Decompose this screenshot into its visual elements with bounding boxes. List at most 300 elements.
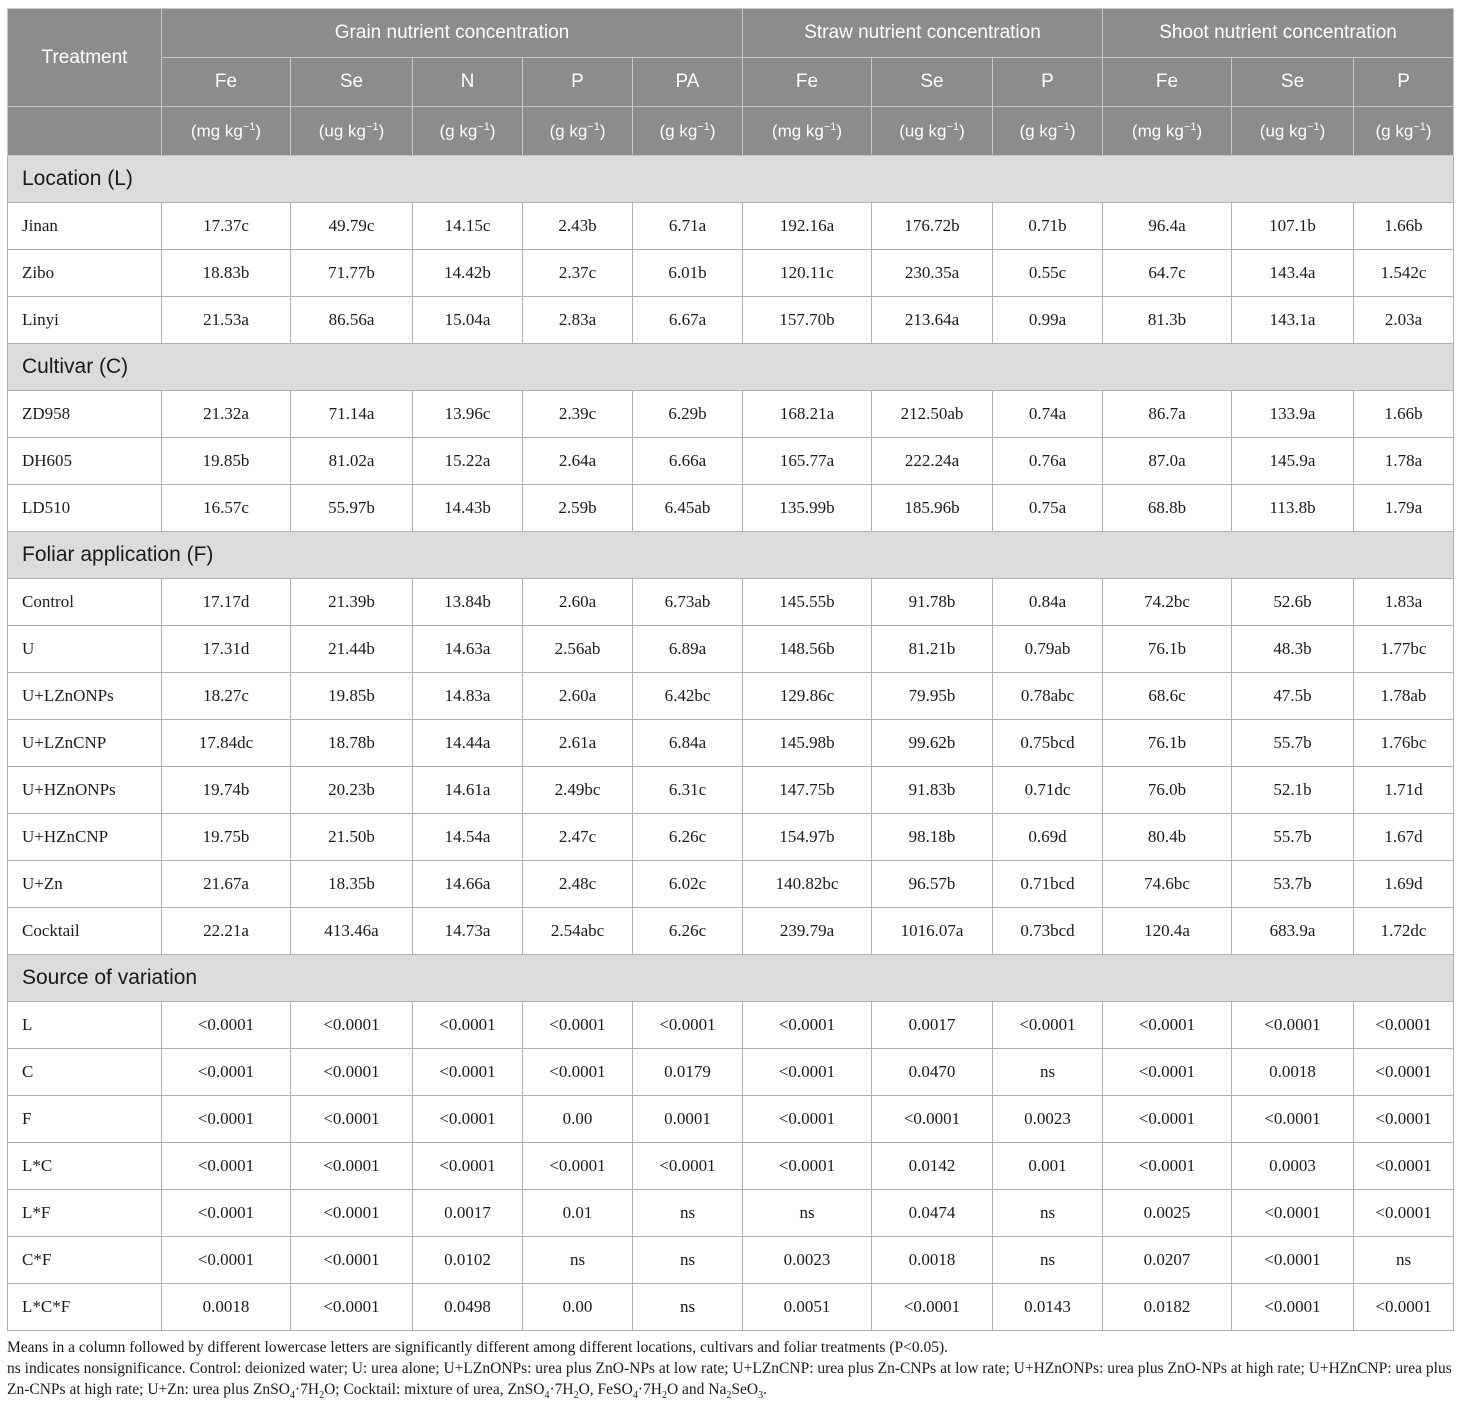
table-row	[8, 1096, 1454, 1143]
section-title: Location (L)	[8, 156, 1454, 203]
table-cell: 52.6b	[1232, 579, 1354, 626]
table-cell: 14.63a	[413, 626, 523, 673]
table-cell: 148.56b	[743, 626, 872, 673]
table-cell: <0.0001	[413, 1143, 523, 1190]
table-cell: <0.0001	[743, 1002, 872, 1049]
table-cell: 0.00	[523, 1096, 633, 1143]
table-cell: 2.39c	[523, 391, 633, 438]
table-cell: 1.83a	[1354, 579, 1454, 626]
row-label: L*C	[8, 1143, 162, 1190]
table-cell: 213.64a	[872, 297, 993, 344]
nutrient-header-row	[8, 58, 1454, 107]
table-cell: 0.74a	[993, 391, 1103, 438]
table-cell: 19.74b	[162, 767, 291, 814]
table-cell: 86.7a	[1103, 391, 1232, 438]
table-cell: 71.14a	[291, 391, 413, 438]
table-row	[8, 861, 1454, 908]
table-cell: 2.61a	[523, 720, 633, 767]
table-cell: 0.00	[523, 1284, 633, 1331]
table-cell: 19.75b	[162, 814, 291, 861]
table-cell: 168.21a	[743, 391, 872, 438]
unit-header: (ug $kg^{-1}$)	[291, 107, 413, 156]
unit-header-row	[8, 107, 1454, 156]
nutrient-header: P	[993, 58, 1103, 107]
table-cell: <0.0001	[413, 1002, 523, 1049]
table-cell: 0.0207	[1103, 1237, 1232, 1284]
table-cell: 157.70b	[743, 297, 872, 344]
table-cell: 135.99b	[743, 485, 872, 532]
table-cell: 49.79c	[291, 203, 413, 250]
table-cell: 0.0017	[413, 1190, 523, 1237]
table-cell: 185.96b	[872, 485, 993, 532]
table-cell: <0.0001	[162, 1096, 291, 1143]
table-cell: <0.0001	[291, 1049, 413, 1096]
nutrient-header: Fe	[162, 58, 291, 107]
table-cell: 0.01	[523, 1190, 633, 1237]
row-label: ZD958	[8, 391, 162, 438]
table-cell: 48.3b	[1232, 626, 1354, 673]
row-label: Linyi	[8, 297, 162, 344]
table-cell: 74.2bc	[1103, 579, 1232, 626]
table-cell: 2.83a	[523, 297, 633, 344]
table-cell: 0.0182	[1103, 1284, 1232, 1331]
table-cell: 6.26c	[633, 814, 743, 861]
table-cell: 6.84a	[633, 720, 743, 767]
shoot-group-header: Shoot nutrient concentration	[1103, 9, 1454, 58]
table-row	[8, 250, 1454, 297]
table-cell: 1.78ab	[1354, 673, 1454, 720]
table-cell: 18.83b	[162, 250, 291, 297]
unit-header: (mg $kg^{-1}$)	[743, 107, 872, 156]
table-cell: 6.29b	[633, 391, 743, 438]
table-cell: 91.83b	[872, 767, 993, 814]
table-cell: 145.55b	[743, 579, 872, 626]
table-header	[8, 9, 1454, 156]
table-cell: 21.67a	[162, 861, 291, 908]
table-cell: <0.0001	[413, 1049, 523, 1096]
row-label: Control	[8, 579, 162, 626]
table-cell: 15.04a	[413, 297, 523, 344]
table-cell: 18.78b	[291, 720, 413, 767]
table-row	[8, 438, 1454, 485]
table-cell: 0.0023	[743, 1237, 872, 1284]
table-cell: 17.31d	[162, 626, 291, 673]
footnote-abbreviations: ns indicates nonsignificance. Control: deionized water; U: urea alone; U+LZnONPs: urea plus ZnO-NPs at low rate; U+LZnCNP: urea plus Zn-CNPs at low rate; U+HZnONPs: urea plus ZnO-NPs at high rate; U+HZnCNP: urea plus Zn-CNPs at high rate; U+Zn: urea plus $ZnSO_4\cdot 7H_2O$; Cocktail: mixture of urea, $ZnSO_4\cdot 7H_2O$, $FeSO_4\cdot 7H_2O$ and $Na_2SeO_3$.	[7, 1360, 1452, 1402]
nutrient-header: Se	[291, 58, 413, 107]
table-cell: <0.0001	[993, 1002, 1103, 1049]
table-cell: 0.0498	[413, 1284, 523, 1331]
nutrient-table	[7, 8, 1454, 1331]
table-row	[8, 1049, 1454, 1096]
table-cell: 1.76bc	[1354, 720, 1454, 767]
table-cell: 2.48c	[523, 861, 633, 908]
table-cell: 2.60a	[523, 579, 633, 626]
table-cell: 80.4b	[1103, 814, 1232, 861]
unit-header: (ug $kg^{-1}$)	[1232, 107, 1354, 156]
table-row	[8, 1237, 1454, 1284]
table-cell: 15.22a	[413, 438, 523, 485]
table-row	[8, 1190, 1454, 1237]
table-cell: 18.27c	[162, 673, 291, 720]
table-cell: 0.0023	[993, 1096, 1103, 1143]
table-cell: 14.61a	[413, 767, 523, 814]
table-cell: 0.71b	[993, 203, 1103, 250]
row-label: F	[8, 1096, 162, 1143]
table-row	[8, 1284, 1454, 1331]
treatment-header: Treatment	[8, 9, 162, 107]
table-cell: 239.79a	[743, 908, 872, 955]
table-cell: <0.0001	[872, 1096, 993, 1143]
table-cell: <0.0001	[291, 1002, 413, 1049]
table-cell: 0.001	[993, 1143, 1103, 1190]
table-cell: 0.75a	[993, 485, 1103, 532]
table-cell: <0.0001	[1103, 1049, 1232, 1096]
grain-group-header: Grain nutrient concentration	[162, 9, 743, 58]
table-cell: 145.98b	[743, 720, 872, 767]
table-cell: <0.0001	[633, 1143, 743, 1190]
table-row	[8, 1143, 1454, 1190]
table-cell: 17.17d	[162, 579, 291, 626]
unit-header: (g $kg^{-1}$)	[993, 107, 1103, 156]
row-label: C*F	[8, 1237, 162, 1284]
table-cell: <0.0001	[162, 1049, 291, 1096]
straw-group-header: Straw nutrient concentration	[743, 9, 1103, 58]
table-row	[8, 767, 1454, 814]
unit-header: (g $kg^{-1}$)	[633, 107, 743, 156]
nutrient-header: P	[1354, 58, 1454, 107]
nutrient-header: Fe	[743, 58, 872, 107]
table-cell: 18.35b	[291, 861, 413, 908]
table-cell: 0.0018	[1232, 1049, 1354, 1096]
table-cell: 79.95b	[872, 673, 993, 720]
table-cell: <0.0001	[162, 1190, 291, 1237]
table-cell: 2.47c	[523, 814, 633, 861]
table-cell: ns	[743, 1190, 872, 1237]
table-cell: <0.0001	[162, 1143, 291, 1190]
table-cell: 1.66b	[1354, 203, 1454, 250]
table-cell: 91.78b	[872, 579, 993, 626]
table-cell: 21.50b	[291, 814, 413, 861]
table-cell: 1016.07a	[872, 908, 993, 955]
unit-header: (mg $kg^{-1}$)	[1103, 107, 1232, 156]
table-cell: 133.9a	[1232, 391, 1354, 438]
table-cell: 222.24a	[872, 438, 993, 485]
table-cell: 6.45ab	[633, 485, 743, 532]
table-cell: 74.6bc	[1103, 861, 1232, 908]
table-cell: 6.66a	[633, 438, 743, 485]
table-cell: <0.0001	[523, 1002, 633, 1049]
table-cell: <0.0001	[1232, 1190, 1354, 1237]
nutrient-header: N	[413, 58, 523, 107]
table-cell: <0.0001	[291, 1237, 413, 1284]
table-cell: 1.77bc	[1354, 626, 1454, 673]
table-cell: ns	[633, 1237, 743, 1284]
table-cell: <0.0001	[1232, 1002, 1354, 1049]
table-cell: 0.0018	[162, 1284, 291, 1331]
table-cell: 120.11c	[743, 250, 872, 297]
table-cell: ns	[633, 1284, 743, 1331]
table-cell: <0.0001	[1354, 1284, 1454, 1331]
table-cell: <0.0001	[291, 1143, 413, 1190]
table-row	[8, 579, 1454, 626]
table-cell: 55.7b	[1232, 720, 1354, 767]
table-cell: 140.82bc	[743, 861, 872, 908]
table-cell: 0.79ab	[993, 626, 1103, 673]
table-cell: 0.84a	[993, 579, 1103, 626]
section-header-row	[8, 156, 1454, 203]
table-cell: <0.0001	[1232, 1096, 1354, 1143]
table-cell: 0.0102	[413, 1237, 523, 1284]
table-body	[8, 156, 1454, 1331]
table-row	[8, 203, 1454, 250]
nutrient-header: P	[523, 58, 633, 107]
table-cell: 683.9a	[1232, 908, 1354, 955]
table-cell: ns	[993, 1049, 1103, 1096]
table-cell: <0.0001	[743, 1049, 872, 1096]
table-cell: 21.53a	[162, 297, 291, 344]
table-cell: 13.84b	[413, 579, 523, 626]
table-cell: 2.43b	[523, 203, 633, 250]
unit-header: (g $kg^{-1}$)	[1354, 107, 1454, 156]
section-header-row	[8, 955, 1454, 1002]
table-cell: 1.542c	[1354, 250, 1454, 297]
table-cell: 107.1b	[1232, 203, 1354, 250]
table-cell: 0.0474	[872, 1190, 993, 1237]
row-label: DH605	[8, 438, 162, 485]
table-cell: 1.69d	[1354, 861, 1454, 908]
table-cell: <0.0001	[162, 1002, 291, 1049]
table-cell: 2.54abc	[523, 908, 633, 955]
table-cell: 81.02a	[291, 438, 413, 485]
table-cell: 0.0142	[872, 1143, 993, 1190]
table-cell: ns	[633, 1190, 743, 1237]
table-footnotes	[7, 1337, 1453, 1400]
table-cell: <0.0001	[633, 1002, 743, 1049]
row-label: U+HZnCNP	[8, 814, 162, 861]
table-cell: 71.77b	[291, 250, 413, 297]
table-cell: <0.0001	[1103, 1002, 1232, 1049]
table-cell: <0.0001	[743, 1096, 872, 1143]
table-row	[8, 673, 1454, 720]
table-cell: 147.75b	[743, 767, 872, 814]
table-row	[8, 626, 1454, 673]
table-cell: 1.72dc	[1354, 908, 1454, 955]
table-cell: 6.71a	[633, 203, 743, 250]
nutrient-header: Fe	[1103, 58, 1232, 107]
table-cell: 21.44b	[291, 626, 413, 673]
table-cell: 14.66a	[413, 861, 523, 908]
table-cell: 17.84dc	[162, 720, 291, 767]
table-cell: 20.23b	[291, 767, 413, 814]
table-cell: 0.0017	[872, 1002, 993, 1049]
table-cell: 0.0001	[633, 1096, 743, 1143]
table-cell: 98.18b	[872, 814, 993, 861]
table-cell: 68.8b	[1103, 485, 1232, 532]
table-cell: 47.5b	[1232, 673, 1354, 720]
table-cell: ns	[1354, 1237, 1454, 1284]
table-cell: 6.02c	[633, 861, 743, 908]
row-label: L*C*F	[8, 1284, 162, 1331]
table-cell: 64.7c	[1103, 250, 1232, 297]
table-cell: 0.0025	[1103, 1190, 1232, 1237]
row-label: C	[8, 1049, 162, 1096]
footnote-significance: Means in a column followed by different lowercase letters are significantly different among different locations, cultivars and foliar treatments (P<0.05).	[7, 1339, 949, 1356]
table-cell: 6.73ab	[633, 579, 743, 626]
table-cell: 21.39b	[291, 579, 413, 626]
table-cell: 96.57b	[872, 861, 993, 908]
table-cell: 76.1b	[1103, 626, 1232, 673]
table-cell: 22.21a	[162, 908, 291, 955]
table-cell: 0.99a	[993, 297, 1103, 344]
table-cell: 0.55c	[993, 250, 1103, 297]
table-cell: <0.0001	[291, 1190, 413, 1237]
table-cell: 0.0470	[872, 1049, 993, 1096]
table-cell: 53.7b	[1232, 861, 1354, 908]
table-cell: 0.0051	[743, 1284, 872, 1331]
table-cell: 14.44a	[413, 720, 523, 767]
table-cell: 0.69d	[993, 814, 1103, 861]
section-title: Foliar application (F)	[8, 532, 1454, 579]
nutrient-header: Se	[872, 58, 993, 107]
table-cell: 21.32a	[162, 391, 291, 438]
table-cell: <0.0001	[291, 1096, 413, 1143]
table-cell: 2.60a	[523, 673, 633, 720]
table-cell: <0.0001	[1354, 1190, 1454, 1237]
table-cell: 2.37c	[523, 250, 633, 297]
table-cell: 16.57c	[162, 485, 291, 532]
table-cell: 14.83a	[413, 673, 523, 720]
table-cell: 6.31c	[633, 767, 743, 814]
table-cell: ns	[993, 1190, 1103, 1237]
table-cell: 2.59b	[523, 485, 633, 532]
table-cell: 145.9a	[1232, 438, 1354, 485]
table-container	[7, 8, 1453, 1400]
table-cell: 14.54a	[413, 814, 523, 861]
table-row	[8, 908, 1454, 955]
table-cell: 76.1b	[1103, 720, 1232, 767]
table-cell: 143.4a	[1232, 250, 1354, 297]
table-cell: 19.85b	[162, 438, 291, 485]
table-cell: 0.78abc	[993, 673, 1103, 720]
table-cell: 6.67a	[633, 297, 743, 344]
table-cell: 0.0179	[633, 1049, 743, 1096]
row-label: Zibo	[8, 250, 162, 297]
section-title: Source of variation	[8, 955, 1454, 1002]
table-cell: 2.03a	[1354, 297, 1454, 344]
table-cell: <0.0001	[413, 1096, 523, 1143]
row-label: Jinan	[8, 203, 162, 250]
table-cell: 68.6c	[1103, 673, 1232, 720]
table-cell: 413.46a	[291, 908, 413, 955]
table-row	[8, 485, 1454, 532]
section-header-row	[8, 344, 1454, 391]
table-cell: 99.62b	[872, 720, 993, 767]
table-cell: <0.0001	[1232, 1237, 1354, 1284]
table-cell: 129.86c	[743, 673, 872, 720]
row-label: L	[8, 1002, 162, 1049]
table-cell: 2.56ab	[523, 626, 633, 673]
table-cell: <0.0001	[1103, 1143, 1232, 1190]
table-cell: 81.21b	[872, 626, 993, 673]
row-label: U+LZnONPs	[8, 673, 162, 720]
row-label: Cocktail	[8, 908, 162, 955]
section-header-row	[8, 532, 1454, 579]
table-row	[8, 720, 1454, 767]
unit-header: (g $kg^{-1}$)	[413, 107, 523, 156]
table-cell: 1.66b	[1354, 391, 1454, 438]
table-row	[8, 297, 1454, 344]
unit-header-blank	[8, 107, 162, 156]
table-cell: 212.50ab	[872, 391, 993, 438]
table-cell: <0.0001	[523, 1143, 633, 1190]
table-cell: 120.4a	[1103, 908, 1232, 955]
table-cell: 14.15c	[413, 203, 523, 250]
table-cell: 6.01b	[633, 250, 743, 297]
table-cell: 14.73a	[413, 908, 523, 955]
unit-header: (ug $kg^{-1}$)	[872, 107, 993, 156]
table-cell: 0.73bcd	[993, 908, 1103, 955]
table-cell: <0.0001	[162, 1237, 291, 1284]
table-cell: 0.75bcd	[993, 720, 1103, 767]
table-cell: 6.89a	[633, 626, 743, 673]
table-cell: 0.71dc	[993, 767, 1103, 814]
table-cell: 1.67d	[1354, 814, 1454, 861]
table-cell: 19.85b	[291, 673, 413, 720]
table-cell: 113.8b	[1232, 485, 1354, 532]
table-cell: 81.3b	[1103, 297, 1232, 344]
table-row	[8, 391, 1454, 438]
nutrient-header: Se	[1232, 58, 1354, 107]
table-cell: <0.0001	[1354, 1096, 1454, 1143]
table-cell: 1.78a	[1354, 438, 1454, 485]
table-cell: <0.0001	[1232, 1284, 1354, 1331]
table-cell: 0.0143	[993, 1284, 1103, 1331]
row-label: LD510	[8, 485, 162, 532]
table-cell: 0.76a	[993, 438, 1103, 485]
table-cell: 14.43b	[413, 485, 523, 532]
table-cell: 2.49bc	[523, 767, 633, 814]
table-cell: <0.0001	[1354, 1002, 1454, 1049]
table-cell: 86.56a	[291, 297, 413, 344]
table-cell: <0.0001	[743, 1143, 872, 1190]
unit-header: (mg $kg^{-1}$)	[162, 107, 291, 156]
table-cell: 0.71bcd	[993, 861, 1103, 908]
table-cell: <0.0001	[872, 1284, 993, 1331]
row-label: L*F	[8, 1190, 162, 1237]
table-cell: 1.79a	[1354, 485, 1454, 532]
table-cell: 87.0a	[1103, 438, 1232, 485]
table-cell: ns	[993, 1237, 1103, 1284]
table-cell: 230.35a	[872, 250, 993, 297]
nutrient-header: PA	[633, 58, 743, 107]
table-cell: 154.97b	[743, 814, 872, 861]
table-cell: 176.72b	[872, 203, 993, 250]
table-cell: 52.1b	[1232, 767, 1354, 814]
table-cell: 76.0b	[1103, 767, 1232, 814]
section-title: Cultivar (C)	[8, 344, 1454, 391]
row-label: U+HZnONPs	[8, 767, 162, 814]
table-cell: 165.77a	[743, 438, 872, 485]
table-cell: 13.96c	[413, 391, 523, 438]
table-cell: 0.0003	[1232, 1143, 1354, 1190]
table-cell: <0.0001	[1354, 1049, 1454, 1096]
table-cell: <0.0001	[1103, 1096, 1232, 1143]
row-label: U+Zn	[8, 861, 162, 908]
table-cell: 14.42b	[413, 250, 523, 297]
table-row	[8, 1002, 1454, 1049]
table-cell: 0.0018	[872, 1237, 993, 1284]
table-cell: <0.0001	[1354, 1143, 1454, 1190]
